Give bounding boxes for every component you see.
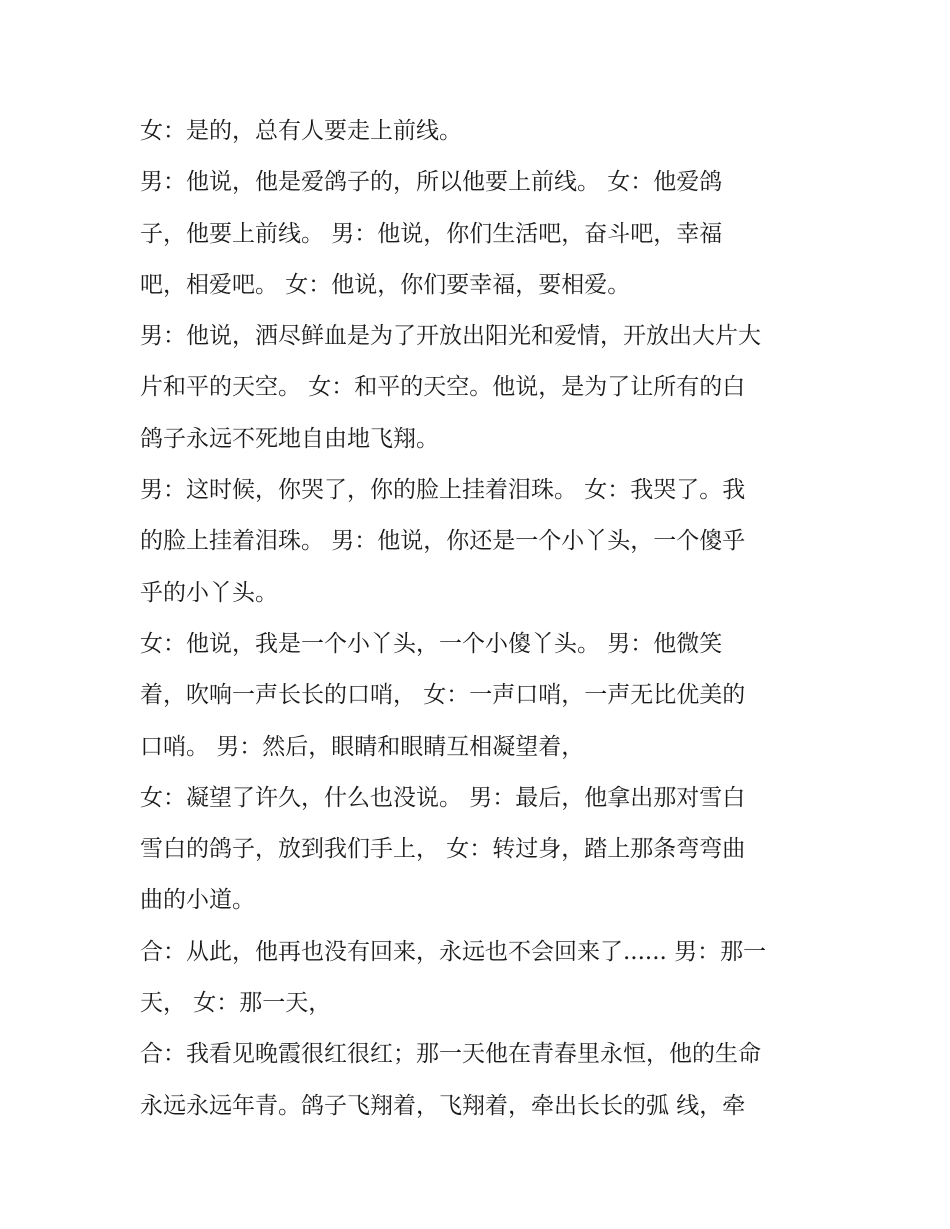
text-line: 男：他说，洒尽鲜血是为了开放出阳光和爱情，开放出大片大 [140, 323, 761, 350]
text-line: 鸽子永远不死地自由地飞翔。 [140, 425, 439, 452]
text-line: 天， 女：那一天， [140, 990, 332, 1017]
text-line: 曲的小道。 [140, 887, 255, 914]
text-line: 片和平的天空。 女：和平的天空。他说，是为了让所有的白 [140, 374, 746, 401]
text-line: 雪白的鸽子，放到我们手上， 女：转过身，踏上那条弯弯曲 [140, 836, 746, 863]
text-line: 着，吹响一声长长的口哨， 女：一声口哨，一声无比优美的 [140, 682, 746, 709]
text-line: 永远永远年青。鸽子飞翔着，飞翔着，牵出长长的弧 线，牵 [140, 1092, 746, 1119]
text-line: 口哨。 男：然后，眼睛和眼睛互相凝望着， [140, 733, 585, 760]
text-line: 的脸上挂着泪珠。 男：他说，你还是一个小丫头，一个傻乎 [140, 528, 746, 555]
text-line: 乎的小丫头。 [140, 579, 278, 606]
text-line: 男：这时候，你哭了，你的脸上挂着泪珠。 女：我哭了。我 [140, 477, 746, 504]
text-line: 合：我看见晚霞很红很红；那一天他在青春里永恒，他的生命 [140, 1041, 761, 1068]
text-line: 合：从此，他再也没有回来，永远也不会回来了...... 男：那一 [140, 938, 767, 965]
text-line: 男：他说，他是爱鸽子的，所以他要上前线。 女：他爱鸽 [140, 169, 723, 196]
text-line: 子，他要上前线。 男：他说，你们生活吧，奋斗吧，幸福 [140, 220, 723, 247]
text-line: 女：他说，我是一个小丫头，一个小傻丫头。 男：他微笑 [140, 630, 723, 657]
text-line: 女：是的，总有人要走上前线。 [140, 118, 462, 144]
poem-text-block [140, 106, 830, 1132]
text-line: 女：凝望了许久，什么也没说。 男：最后，他拿出那对雪白 [140, 784, 746, 811]
text-line: 吧，相爱吧。 女：他说，你们要幸福，要相爱。 [140, 271, 631, 298]
